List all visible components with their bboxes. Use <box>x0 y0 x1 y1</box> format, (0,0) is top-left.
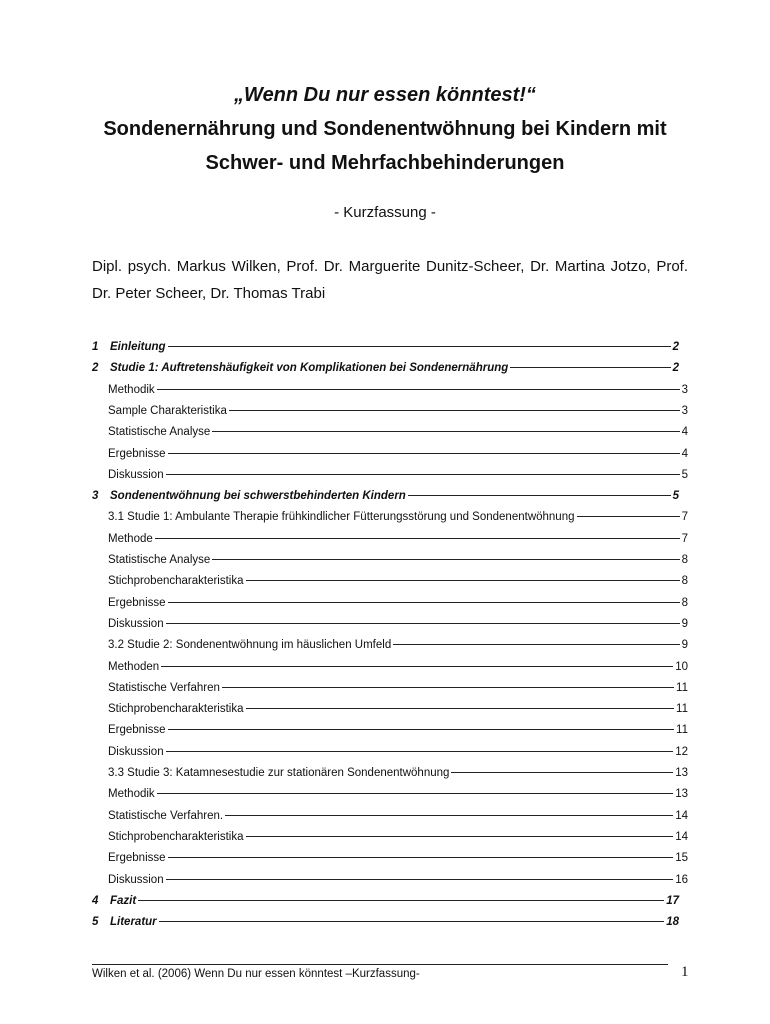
toc-leader-line <box>393 644 679 645</box>
toc-page-number: 12 <box>675 745 688 758</box>
toc-leader-line <box>212 559 679 560</box>
toc-section-entry[interactable] <box>108 529 688 550</box>
toc-entry-label: Diskussion <box>108 468 164 481</box>
toc-entry-label: Statistische Analyse <box>108 554 211 566</box>
toc-leader-line <box>166 474 680 475</box>
toc-leader-line <box>166 623 680 624</box>
toc-section-entry[interactable] <box>108 657 688 678</box>
toc-entry-label: Fazit <box>110 894 137 907</box>
toc-entry-label: 3.1 Studie 1: Ambulante Therapie frühkindlicher Fütterungsstörung und Sondenentwöhnung <box>108 511 575 524</box>
toc-page-number: 7 <box>681 532 688 545</box>
toc-entry-label: Stichprobencharakteristika <box>108 830 244 843</box>
toc-page-number: 3 <box>681 404 688 417</box>
toc-page-number: 14 <box>675 809 688 822</box>
title-line-3: Schwer- und Mehrfachbehinderungen <box>205 152 565 174</box>
toc-entry-label: Methodik <box>108 383 155 396</box>
toc-section-entry[interactable] <box>108 550 688 571</box>
toc-leader-line <box>159 921 665 922</box>
toc-page-number: 10 <box>675 660 688 673</box>
toc-leader-line <box>168 602 680 603</box>
toc-chapter-entry[interactable] <box>92 337 679 358</box>
toc-chapter-number: 4 <box>92 894 99 907</box>
toc-entry-label: Diskussion <box>108 617 164 630</box>
toc-chapter-number: 1 <box>92 341 99 353</box>
toc-entry-label: Ergebnisse <box>108 724 166 737</box>
toc-page-number: 8 <box>681 596 688 609</box>
toc-page-number: 17 <box>666 894 679 907</box>
toc-page-number: 18 <box>666 916 679 929</box>
toc-section-entry[interactable] <box>108 614 688 635</box>
toc-leader-line <box>168 453 680 454</box>
toc-leader-line <box>157 389 680 390</box>
toc-entry-label: Diskussion <box>108 745 164 758</box>
toc-entry-label: Ergebnisse <box>108 852 166 865</box>
title-line-2: Sondenernährung und Sondenentwöhnung bei Kindern mit <box>103 118 667 140</box>
toc-page-number: 4 <box>681 447 688 460</box>
toc-section-entry[interactable] <box>108 401 688 422</box>
toc-section-entry[interactable] <box>108 507 688 528</box>
toc-leader-line <box>168 857 674 858</box>
toc-leader-line <box>155 538 680 539</box>
document-subtitle: - Kurzfassung - <box>334 204 436 221</box>
toc-page-number: 5 <box>681 468 688 481</box>
toc-page-number: 2 <box>672 362 679 375</box>
toc-leader-line <box>222 687 674 688</box>
toc-section-entry[interactable] <box>108 593 688 614</box>
toc-leader-line <box>157 793 674 794</box>
toc-page-number: 7 <box>681 511 688 524</box>
toc-entry-label: Stichprobencharakteristika <box>108 575 244 588</box>
toc-entry-label: Ergebnisse <box>108 596 166 609</box>
toc-page-number: 11 <box>676 681 688 694</box>
toc-section-entry[interactable] <box>108 678 688 699</box>
toc-section-entry[interactable] <box>108 827 688 848</box>
toc-entry-label: Statistische Analyse <box>108 426 211 439</box>
toc-page-number: 9 <box>681 639 688 652</box>
toc-chapter-number: 5 <box>92 916 99 929</box>
toc-section-entry[interactable] <box>108 571 688 592</box>
toc-leader-line <box>229 410 680 411</box>
toc-leader-line <box>212 431 679 432</box>
toc-leader-line <box>168 729 675 730</box>
toc-page-number: 13 <box>675 788 688 801</box>
toc-section-entry[interactable] <box>108 763 688 784</box>
toc-page-number: 8 <box>681 554 688 566</box>
toc-leader-line <box>408 495 671 496</box>
toc-chapter-number: 2 <box>92 362 99 375</box>
toc-leader-line <box>166 879 674 880</box>
toc-entry-label: Diskussion <box>108 873 164 886</box>
toc-entry-label: 3.3 Studie 3: Katamnesestudie zur stationären Sondenentwöhnung <box>108 767 450 779</box>
toc-section-entry[interactable] <box>108 848 688 869</box>
toc-leader-line <box>225 815 673 816</box>
toc-entry-label: Methoden <box>108 660 160 673</box>
toc-page-number: 3 <box>681 383 688 396</box>
toc-section-entry[interactable] <box>108 870 688 891</box>
toc-leader-line <box>246 708 675 709</box>
toc-chapter-number: 3 <box>92 490 99 503</box>
toc-entry-label: Methodik <box>108 788 155 801</box>
toc-entry-label: Sondenentwöhnung bei schwerstbehinderten Kindern <box>110 490 406 503</box>
toc-section-entry[interactable] <box>108 380 688 401</box>
document-title <box>80 78 690 180</box>
toc-page-number: 15 <box>675 852 688 865</box>
toc-section-entry[interactable] <box>108 444 688 465</box>
toc-page-number: 16 <box>675 873 688 886</box>
toc-section-entry[interactable] <box>108 635 688 656</box>
toc-leader-line <box>510 367 670 368</box>
toc-section-entry[interactable] <box>108 784 688 805</box>
title-quote: „Wenn Du nur essen könntest!“ <box>234 84 536 106</box>
toc-leader-line <box>577 516 680 517</box>
footer-citation: Wilken et al. (2006) Wenn Du nur essen könntest –Kurzfassung- <box>92 968 420 980</box>
toc-leader-line <box>451 772 673 773</box>
toc-entry-label: Ergebnisse <box>108 447 166 460</box>
toc-chapter-entry[interactable] <box>92 912 679 933</box>
toc-section-entry[interactable] <box>108 465 688 486</box>
toc-section-entry[interactable] <box>108 699 688 720</box>
footer-divider <box>92 964 668 965</box>
toc-entry-label: Methode <box>108 532 153 545</box>
toc-page-number: 2 <box>672 341 679 353</box>
toc-chapter-entry[interactable] <box>92 891 679 912</box>
toc-entry-label: Statistische Verfahren. <box>108 809 224 822</box>
toc-page-number: 14 <box>675 830 688 843</box>
toc-leader-line <box>246 580 680 581</box>
toc-page-number: 5 <box>672 490 679 503</box>
toc-entry-label: Einleitung <box>110 341 166 353</box>
toc-leader-line <box>166 751 674 752</box>
toc-section-entry[interactable] <box>108 806 688 827</box>
toc-section-entry[interactable] <box>108 720 688 741</box>
toc-chapter-entry[interactable] <box>92 358 679 379</box>
toc-page-number: 9 <box>681 617 688 630</box>
toc-page-number: 8 <box>681 575 688 588</box>
toc-page-number: 13 <box>675 767 688 779</box>
toc-page-number: 11 <box>676 724 688 737</box>
toc-page-number: 4 <box>681 426 688 439</box>
toc-entry-label: 3.2 Studie 2: Sondenentwöhnung im häuslichen Umfeld <box>108 639 392 652</box>
toc-section-entry[interactable] <box>108 422 688 443</box>
footer-page-number: 1 <box>681 964 689 980</box>
toc-section-entry[interactable] <box>108 742 688 763</box>
toc-leader-line <box>168 346 671 347</box>
toc-entry-label: Sample Charakteristika <box>108 404 227 417</box>
toc-entry-label: Stichprobencharakteristika <box>108 703 244 716</box>
toc-page-number: 11 <box>676 703 688 716</box>
toc-entry-label: Statistische Verfahren <box>108 681 220 694</box>
toc-entry-label: Studie 1: Auftretenshäufigkeit von Komplikationen bei Sondenernährung <box>110 362 509 375</box>
toc-leader-line <box>246 836 674 837</box>
toc-leader-line <box>161 666 673 667</box>
toc-leader-line <box>138 900 664 901</box>
author-list: Dipl. psych. Markus Wilken, Prof. Dr. Marguerite Dunitz-Scheer, Dr. Martina Jotzo, Prof. Dr. Peter Scheer, Dr. Thomas Trabi <box>92 258 688 302</box>
toc-entry-label: Literatur <box>110 916 157 929</box>
toc-chapter-entry[interactable] <box>92 486 679 507</box>
